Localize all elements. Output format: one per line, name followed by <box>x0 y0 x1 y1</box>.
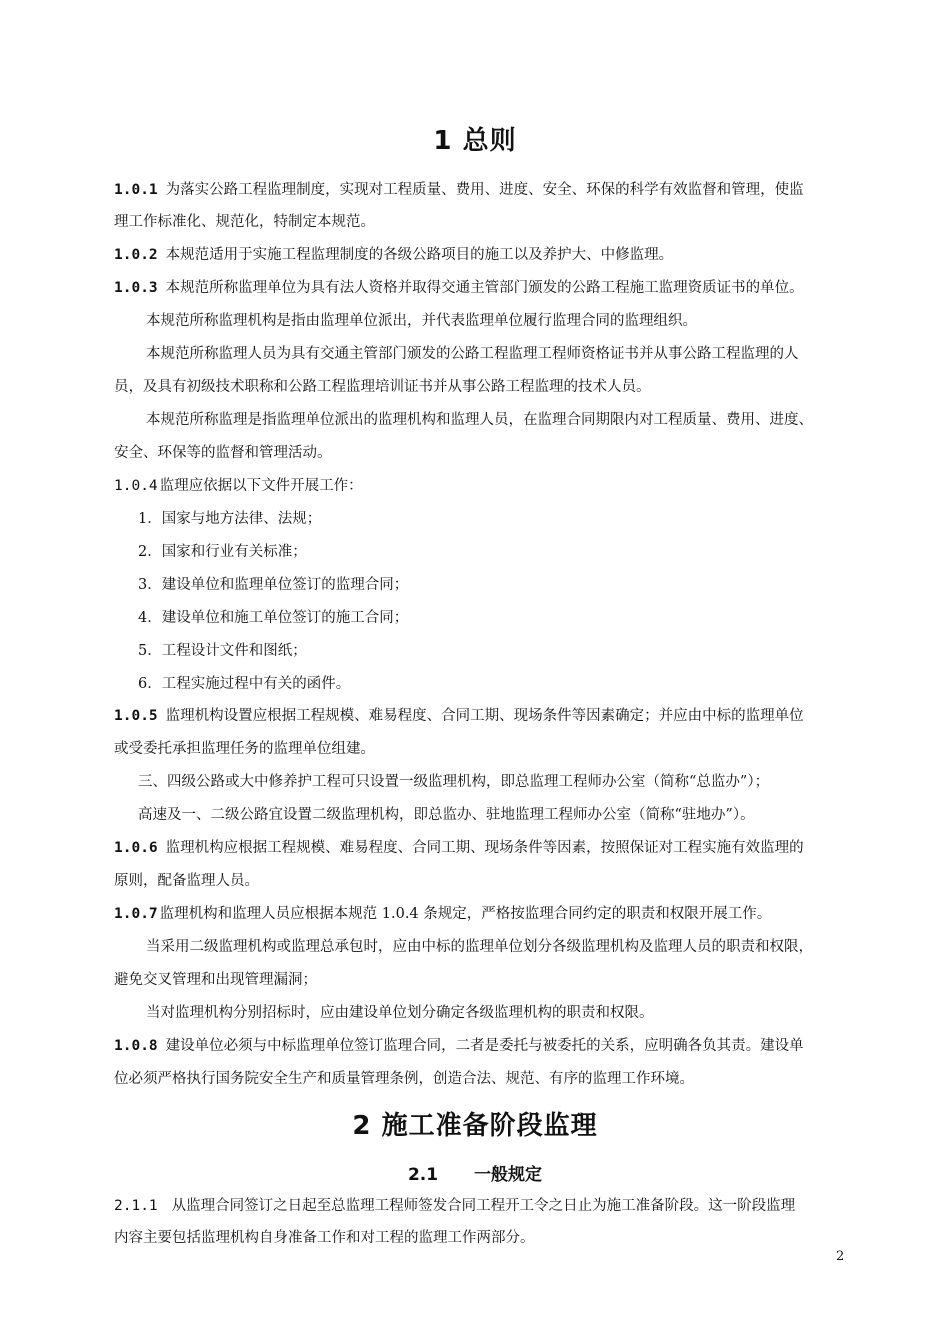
section-number: 2.1 <box>407 1165 439 1185</box>
para-1-0-4 <box>114 476 854 496</box>
para-1-0-8-line-1 <box>114 1036 854 1056</box>
para-1-0-3-c-line-2: 员，及具有初级技术职称和公路工程监理培训证书并从事公路工程监理的技术人员。 <box>114 379 651 395</box>
para-1-0-8-line-2: 位必须严格执行国务院安全生产和质量管理条例，创造合法、规范、有序的监理工作环境。 <box>114 1071 694 1087</box>
para-1-0-7-c: 当对监理机构分别招标时，应由建设单位划分确定各级监理机构的职责和权限。 <box>146 1005 654 1021</box>
para-1-0-5-c: 高速及一、二级公路宜设置二级监理机构，即总监办、驻地监理工程师办公室（简称“驻地办”）。 <box>138 807 755 823</box>
para-1-0-6-line-2: 原则，配备监理人员。 <box>114 873 259 889</box>
clause-text: 监理应依据以下文件开展工作： <box>159 478 363 494</box>
clause-number: 1.0.1 <box>114 182 158 198</box>
para-1-0-3-b: 本规范所称监理机构是指由监理单位派出，并代表监理单位履行监理合同的监理组织。 <box>146 313 697 329</box>
chapter-2-title: 2 施工准备阶段监理 <box>352 1111 598 1141</box>
para-1-0-7-b-line-1: 当采用二级监理机构或监理总承包时，应由中标的监理单位划分各级监理机构及监理人员的职责和权限， <box>146 939 813 955</box>
chapter-1-title: 1 总则 <box>433 126 517 156</box>
section-2-1-heading <box>0 1160 950 1185</box>
list-item: 6．工程实施过程中有关的函件。 <box>138 676 351 692</box>
section-title: 一般规定 <box>474 1165 543 1185</box>
clause-text: 从监理合同签订之日起至总监理工程师签发合同工程开工令之日止为施工准备阶段。这一阶段监理 <box>171 1198 796 1214</box>
clause-number: 1.0.8 <box>114 1038 158 1054</box>
para-2-1-1-line-2: 内容主要包括监理机构自身准备工作和对工程的监理工作两部分。 <box>114 1230 535 1246</box>
list-item: 1．国家与地方法律、法规； <box>138 511 322 527</box>
para-2-1-1-line-1 <box>114 1196 854 1216</box>
clause-number: 1.0.7 <box>114 906 158 922</box>
clause-number: 1.0.5 <box>114 708 158 724</box>
para-1-0-1-line-1 <box>114 180 854 200</box>
para-1-0-5-line-2: 或受委托承担监理任务的监理单位组建。 <box>114 741 375 757</box>
clause-number: 1.0.2 <box>114 247 158 263</box>
clause-text: 为落实公路工程监理制度，实现对工程质量、费用、进度、安全、环保的科学有效监督和管理，使监 <box>165 182 804 198</box>
list-item: 2．国家和行业有关标准； <box>138 544 307 560</box>
para-1-0-3-d-line-1: 本规范所称监理是指监理单位派出的监理机构和监理人员，在监理合同期限内对工程质量、费用、进度、 <box>146 412 813 428</box>
para-1-0-3-d-line-2: 安全、环保等的监督和管理活动。 <box>114 445 332 461</box>
para-1-0-5-b: 三、四级公路或大中修养护工程可只设置一级监理机构，即总监理工程师办公室（简称“总监办”）； <box>138 774 770 790</box>
para-1-0-6-line-1 <box>114 838 854 858</box>
para-1-0-7-b-line-2: 避免交叉管理和出现管理漏洞； <box>114 972 317 988</box>
clause-text: 监理机构和监理人员应根据本规范 1.0.4 条规定，严格按监理合同约定的职责和权限开展工作。 <box>159 906 772 922</box>
clause-number: 1.0.3 <box>114 280 158 296</box>
page-number: 2 <box>836 1249 845 1264</box>
clause-text: 监理机构设置应根据工程规模、难易程度、合同工期、现场条件等因素确定；并应由中标的监理单位 <box>165 708 804 724</box>
list-item: 3．建设单位和监理单位签订的监理合同； <box>138 577 409 593</box>
para-1-0-1-line-2: 理工作标准化、规范化，特制定本规范。 <box>114 214 375 230</box>
clause-text: 监理机构应根据工程规模、难易程度、合同工期、现场条件等因素，按照保证对工程实施有效监理的 <box>165 840 804 856</box>
list-item: 4．建设单位和施工单位签订的施工合同； <box>138 610 409 626</box>
clause-number: 1.0.6 <box>114 840 158 856</box>
clause-number: 2.1.1 <box>114 1198 158 1214</box>
clause-number: 1.0.4 <box>114 478 158 494</box>
clause-text: 本规范适用于实施工程监理制度的各级公路项目的施工以及养护大、中修监理。 <box>165 247 674 263</box>
para-1-0-5-line-1 <box>114 706 854 726</box>
clause-text: 本规范所称监理单位为具有法人资格并取得交通主管部门颁发的公路工程施工监理资质证书的单位。 <box>165 280 804 296</box>
list-item: 5．工程设计文件和图纸； <box>138 643 307 659</box>
para-1-0-3 <box>114 278 854 298</box>
para-1-0-2 <box>114 245 854 265</box>
para-1-0-7 <box>114 904 854 924</box>
clause-text: 建设单位必须与中标监理单位签订监理合同，二者是委托与被委托的关系，应明确各负其责。建设单 <box>165 1038 804 1054</box>
para-1-0-3-c-line-1: 本规范所称监理人员为具有交通主管部门颁发的公路工程监理工程师资格证书并从事公路工程监理的人 <box>146 346 799 362</box>
